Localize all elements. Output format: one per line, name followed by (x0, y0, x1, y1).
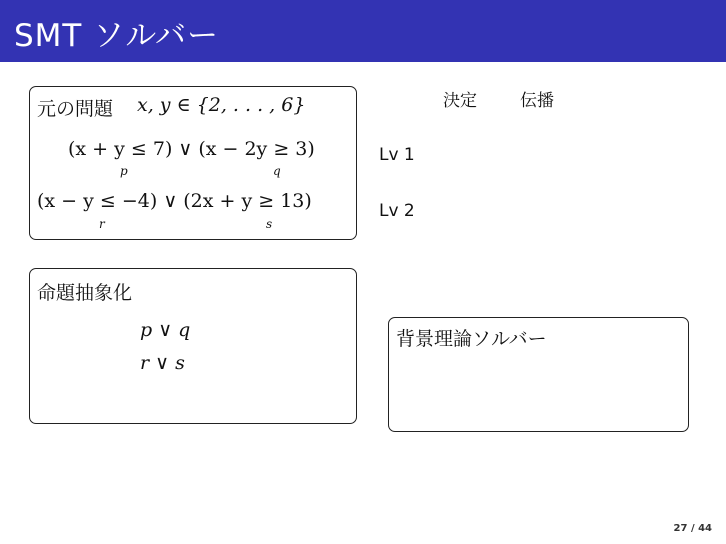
label-r: r (99, 217, 105, 231)
slide-title: SMT ソルバー (14, 18, 220, 54)
label-s: s (266, 217, 273, 231)
constraint-line-2: (x − y ≤ −4) ∨ (2x + y ≥ 13) (37, 190, 312, 212)
domain-constraint: x, y ∈ {2, . . . , 6} (137, 94, 306, 116)
label-p: p (120, 164, 128, 178)
constraint-line-1: (x + y ≤ 7) ∨ (x − 2y ≥ 3) (68, 138, 315, 160)
label-q: q (273, 164, 281, 178)
clause-2: r ∨ s (140, 352, 185, 374)
theory-solver-heading: 背景理論ソルバー (396, 328, 547, 350)
decide-column-header: 決定 (443, 91, 477, 111)
level-1: Lv 1 (379, 145, 415, 165)
propagate-column-header: 伝播 (520, 91, 554, 111)
clause-1: p ∨ q (140, 319, 191, 341)
page-number: 27 / 44 (673, 523, 712, 534)
abstraction-heading: 命題抽象化 (37, 282, 133, 304)
original-problem-heading: 元の問題 (37, 98, 114, 120)
level-2: Lv 2 (379, 201, 415, 221)
title-bar (0, 0, 726, 62)
